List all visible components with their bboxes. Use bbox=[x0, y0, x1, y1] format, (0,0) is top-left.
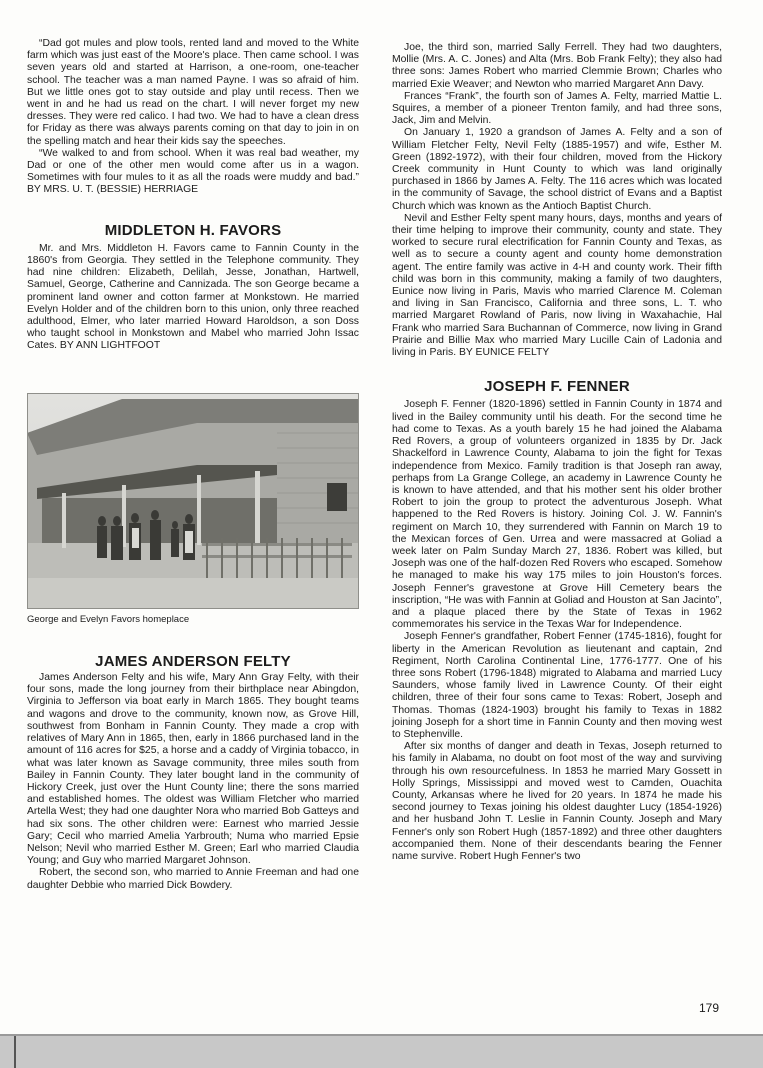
page-number: 179 bbox=[699, 1001, 720, 1015]
fenner-paragraph-1: Joseph F. Fenner (1820-1896) settled in Fannin County in 1874 and lived in the Bailey community until his death. For the second time he had come to Texas. As a youth barely 15 he had joined the Alabama Red Rovers, a group of volunteers organized in 1835 by Dr. Jack Shackelford in Lawrence County, Alabama to join the fight for Texas independence from Mexico. Family tradition is that Joseph ran away, perhaps from La Grange College, an academy in Lawrence County he is known to have attended, and that his mother sent his older brother Robert to join the group to protect the adventurous Joseph. What happened to the Red Rovers is history. Joining Col. J. W. Fannin's regiment on March 10, they surrendered with Fannin on March 19 to the Mexican forces of Gen. Urrea and were massacred at Goliad a week later on Palm Sunday March 27, 1836. Robert was killed, but Joseph was one of the half-dozen Red Rovers who escaped. Somehow he managed to make his way 175 miles to join Houston's forces. Joseph Fenner's gravestone at Grove Hill Cemetery bears the inscription, “He was with Fannin at Goliad and Houston at San Jacinto”, and a plaque placed there by the State of Texas in 1962 commemorates his service in the Texas War for Independence. bbox=[392, 399, 722, 631]
felty-cont-paragraph-1: Joe, the third son, married Sally Ferrell. They had two daughters, Mollie (Mrs. A. C. Jones) and Alta (Mrs. Bob Frank Felty); they also had three sons: James Robert who married Clemmie Brown; Charles who married Exie Weaver; and Newton who married Margaret Ann Davy. bbox=[392, 42, 722, 90]
favors-paragraph: Mr. and Mrs. Middleton H. Favors came to Fannin County in the 1860's from Georgia. They settled in the Telephone community. They had nine children: Elizabeth, Delilah, Jesse, Jonathan, Hartwell, Samuel, George, Catherine and Cannizada. The son George became a prominent land owner and cotton farmer at Monkstown. He married Evelyn Holder and of the children born to this union, only three reached adulthood, Elmer, who later married Howard Haroldson, a son Doss who taught school in Monkstown and Mabel who married John Issac Cates. BY ANN LIGHTFOOT bbox=[27, 242, 359, 352]
photo-caption: George and Evelyn Favors homeplace bbox=[27, 613, 190, 625]
fenner-heading: JOSEPH F. FENNER bbox=[484, 378, 630, 396]
homeplace-photo-image bbox=[27, 393, 359, 609]
left-column bbox=[27, 38, 359, 892]
felty-heading: JAMES ANDERSON FELTY bbox=[95, 652, 291, 670]
homeplace-photo bbox=[27, 393, 359, 609]
fenner-paragraph-3: After six months of danger and death in Texas, Joseph returned to his family in Alabama, no doubt on foot most of the way and surviving through his own resourcefulness. In 1853 he married Mary Gossett in Holly Springs, Mississippi and moved west to Camden, Ouachita County, Arkansas where he lived for 20 years. In 1874 he made his second journey to Texas joining his oldest daughter Lucy (1854-1926) and her husband John T. Leslie in Fannin County. Joseph and Mary Fenner's only son Robert Hugh (1857-1892) and three other daughters accompanied them. None of their descendants bearing the Fenner name survive. Robert Hugh Fenner's two bbox=[392, 741, 722, 862]
scan-bottom-edge bbox=[0, 1034, 763, 1068]
scan-edge-line bbox=[14, 1036, 16, 1068]
felty-cont-paragraph-2: Frances “Frank”, the fourth son of James A. Felty, married Mattie L. Squires, a member of a pioneer Trenton family, and had three sons, Jack, Jim and Melvin. bbox=[392, 90, 722, 127]
herriage-paragraph-2: “We walked to and from school. When it was real bad weather, my Dad or one of the other men would come after us in a wagon. Sometimes with four mules to it as all the roads were muddy and bad.” BY MRS. U. T. (BESSIE) HERRIAGE bbox=[27, 147, 359, 196]
right-column bbox=[392, 42, 722, 863]
felty-cont-paragraph-3: On January 1, 1920 a grandson of James A. Felty and a son of William Fletcher Felty, Nevil Felty (1885-1957) and wife, Esther M. Green (1892-1972), with their four children, moved from the Hickory Creek community in Hunt County to which was land originally purchased in 1866 by James A. Felty. The 116 acres which was located in the community of Savage, the school district of Evans and a Baptist Church which was known as the Antioch Baptist Church. bbox=[392, 127, 722, 212]
felty-paragraph-2: Robert, the second son, who married to Annie Freeman and had one daughter Debbie who married Dick Bowdery. bbox=[27, 867, 359, 891]
felty-paragraph-1: James Anderson Felty and his wife, Mary Ann Gray Felty, with their four sons, made the long journey from their birthplace near Abingdon, Virginia to Jefferson via boat early in March 1865. They bought teams and wagons and drove to the community, known now, as Grove Hill, southwest from Bonham in Fannin County. They made a crop with relatives of Mary Ann in 1865, then, early in 1866 purchased land in the amount of 116 acres for $25, a horse and a caddy of Virginia tobacco, in what was later known as Savage community, three miles south from Bailey in Fannin County. They later bought land in the community of Hickory Creek, just over the Hunt County line; there the sons married and established homes. The oldest was William Fletcher who married Artella West; they had one daughter Nora who married Bob Gatteys and had six sons. The other children were: Earnest who married Jessie Gary; Cecil who married Amelia Yarbrouth; Numa who married Epsie Nelson; Nevil who married Esther M. Green; Earl who married Claudia Young; and Guy who married Margaret Johnson. bbox=[27, 672, 359, 867]
fenner-paragraph-2: Joseph Fenner's grandfather, Robert Fenner (1745-1816), fought for liberty in the American Revolution as lieutenant and captain, 2nd Regiment, North Carolina Continental Line, 1776-1777. One of his three sons Robert (1796-1848) migrated to Alabama and married Lucy Saunders, whose family lived in Lawrence County. Of their eight children, three of their four sons came to Texas: Robert, Joseph and Thomas. Thomas (1824-1903) brought his family to Texas in 1882 joining Joseph for a short time in Fannin County and then moving west to Stephenville. bbox=[392, 631, 722, 740]
felty-cont-paragraph-4: Nevil and Esther Felty spent many hours, days, months and years of their time helping to improve their community, county and state. They worked to secure rural electrification for Fannin County and Texas, as well as to secure a county agent and county home demonstration agent. The entire family was active in 4-H and county work. Their fifth child was born in this community, making a family of two daughters, Eunice now living in Paris, Mavis who married Clarence M. Coleman and living in San Francisco, California and three sons, L. T. who married Margaret Rowland of Paris, now living in Waxahachie, Hal Frank who married Sara Buchannan of Commerce, now living in Grand Prairie and Billie Max who married Mary Lucille Cain of Ladonia and living in Paris. BY EUNICE FELTY bbox=[392, 212, 722, 359]
herriage-paragraph-1: “Dad got mules and plow tools, rented land and moved to the White farm which was just east of the Moore's place. Then came school. I was seven years old and started at Harrison, a one-room, one-teacher school. The teacher was a man named Payne. I was so afraid of him. But we little ones got to stay outside and play until recess. Then we went in and he had us read on the chart. I will never forget my new dresses. They were red calico. I had two. We had to have a clean dress for Friday as there was always parents coming on that day to join in on the spelling match and hear their kids say the speeches. bbox=[27, 38, 359, 147]
favors-heading: MIDDLETON H. FAVORS bbox=[104, 221, 282, 239]
